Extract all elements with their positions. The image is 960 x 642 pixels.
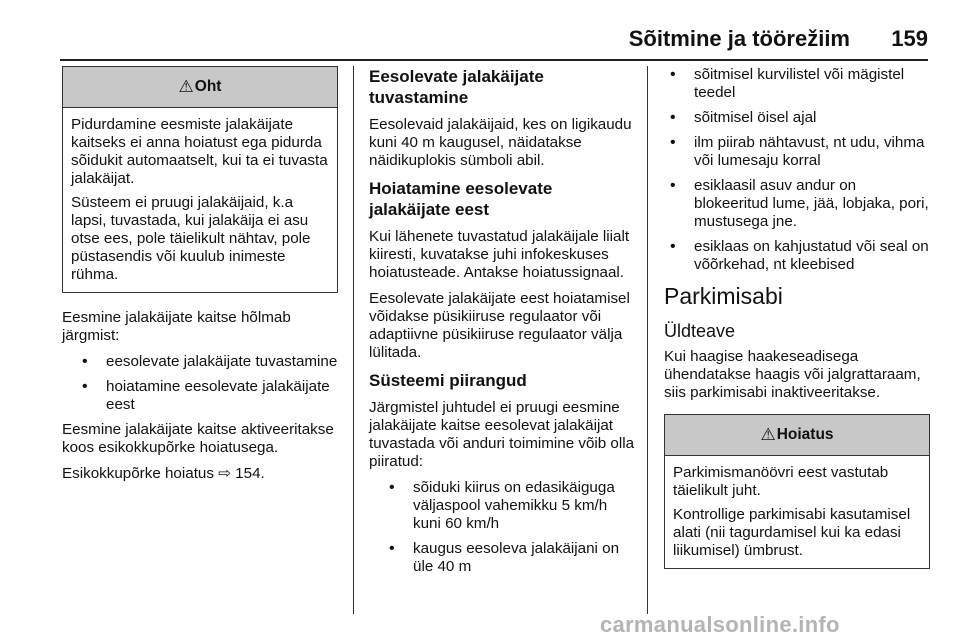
- reference-text: Esikokkupõrke hoiatus: [62, 465, 214, 482]
- column-3: [664, 66, 930, 569]
- intro-paragraph: Eesmine jalakäijate kaitse hõlmab järgmist:: [62, 309, 291, 344]
- column-divider: [647, 66, 648, 614]
- section-title: Sõitmine ja töörežiim: [628, 26, 850, 51]
- danger-box: [62, 66, 338, 293]
- body-paragraph: Eesolevaid jalakäijaid, kes on ligikaudu kuni 40 m kaugusel, näidatakse näidikuplokis sümboli abil.: [369, 116, 632, 169]
- page-ref-arrow-icon: ⇨: [218, 465, 231, 482]
- body-paragraph: Eesolevate jalakäijate eest hoiatamisel võidakse püsikiiruse regulaator või adaptiivne püsikiiruse regulaator välja lülitada.: [369, 290, 630, 361]
- danger-box-header: [63, 67, 337, 108]
- body-paragraph: Järgmistel juhtudel ei pruugi eesmine jalakäijate kaitse eesolevat jalakäijat tuvastada või anduri toimimine võib olla piiratud:: [369, 399, 635, 470]
- page-number: 159: [891, 26, 928, 51]
- heading-parking-assist: Parkimisabi: [664, 283, 783, 309]
- list-item: • kaugus eesoleva jalakäijani on üle 40 m: [369, 540, 637, 576]
- reference-page[interactable]: 154.: [235, 465, 265, 482]
- warning-paragraph: Kontrollige parkimisabi kasutamisel alati (nii tagurdamisel kui ka edasi liikumisel) ümbrust.: [673, 506, 911, 559]
- cross-reference-paragraph: [62, 465, 338, 483]
- warning-box-body: [665, 456, 929, 568]
- page-header: [60, 26, 928, 56]
- danger-box-title: Oht: [194, 78, 222, 95]
- list-item: • sõitmisel kurvilistel või mägistel teedel: [664, 66, 930, 102]
- warning-box-header: [665, 415, 929, 456]
- warning-triangle-icon: ⚠: [178, 77, 194, 96]
- list-item: • esiklaasil asuv andur on blokeeritud lume, jää, lobjaka, pori, mustusega jne.: [664, 177, 930, 231]
- warning-triangle-icon: ⚠: [760, 425, 776, 444]
- body-paragraph: Kui lähenete tuvastatud jalakäijale liialt kiiresti, kuvatakse juhi infokeskuses hoiatusteade. Antakse hoiatussignaal.: [369, 228, 630, 281]
- warning-paragraph: Parkimismanöövri eest vastutab täielikult juht.: [673, 464, 889, 499]
- list-item: • sõitmisel öisel ajal: [664, 109, 930, 127]
- warning-box-title: Hoiatus: [776, 426, 834, 443]
- body-paragraph: Eesmine jalakäijate kaitse aktiveeritakse koos esikokkupõrke hoiatusega.: [62, 421, 334, 456]
- body-paragraph: Kui haagise haakeseadisega ühendatakse haagis või jalgrattaraam, siis parkimisabi inaktiveeritakse.: [664, 348, 921, 401]
- feature-list: [62, 353, 338, 414]
- list-item: • hoiatamine eesolevate jalakäijate eest: [62, 378, 338, 414]
- limits-list: [369, 479, 637, 576]
- heading-system-limits: Süsteemi piirangud: [369, 371, 527, 390]
- heading-pedestrian-detection: Eesolevate jalakäijate tuvastamine: [369, 67, 544, 107]
- danger-box-body: [63, 108, 337, 292]
- heading-pedestrian-warning: Hoiatamine eesolevate jalakäijate eest: [369, 179, 553, 219]
- list-item: • sõiduki kiirus on edasikäiguga väljaspool vahemikku 5 km/h kuni 60 km/h: [369, 479, 637, 533]
- list-item: • eesolevate jalakäijate tuvastamine: [62, 353, 338, 371]
- warning-box: [664, 414, 930, 569]
- heading-general-info: Üldteave: [664, 321, 736, 341]
- danger-paragraph: Pidurdamine eesmiste jalakäijate kaitseks ei anna hoiatust ega pidurda sõidukit automaatselt, kui ta ei tuvasta jalakäijat.: [71, 116, 328, 187]
- list-item: • ilm piirab nähtavust, nt udu, vihma või lumesaju korral: [664, 134, 930, 170]
- danger-paragraph: Süsteem ei pruugi jalakäijaid, k.a lapsi, tuvastada, kui jalakäija ei asu otse ees, pole täielikult nähtav, pole püstasendis või kuulub inimeste rühma.: [71, 194, 311, 283]
- column-1: [62, 66, 338, 491]
- column-divider: [353, 66, 354, 614]
- column-2: [369, 66, 637, 583]
- header-divider: [60, 59, 928, 61]
- list-item: • esiklaas on kahjustatud või seal on võõrkehad, nt kleebised: [664, 238, 930, 274]
- site-watermark: carmanualsonline.info: [600, 612, 840, 637]
- limits-list-continued: [664, 66, 930, 274]
